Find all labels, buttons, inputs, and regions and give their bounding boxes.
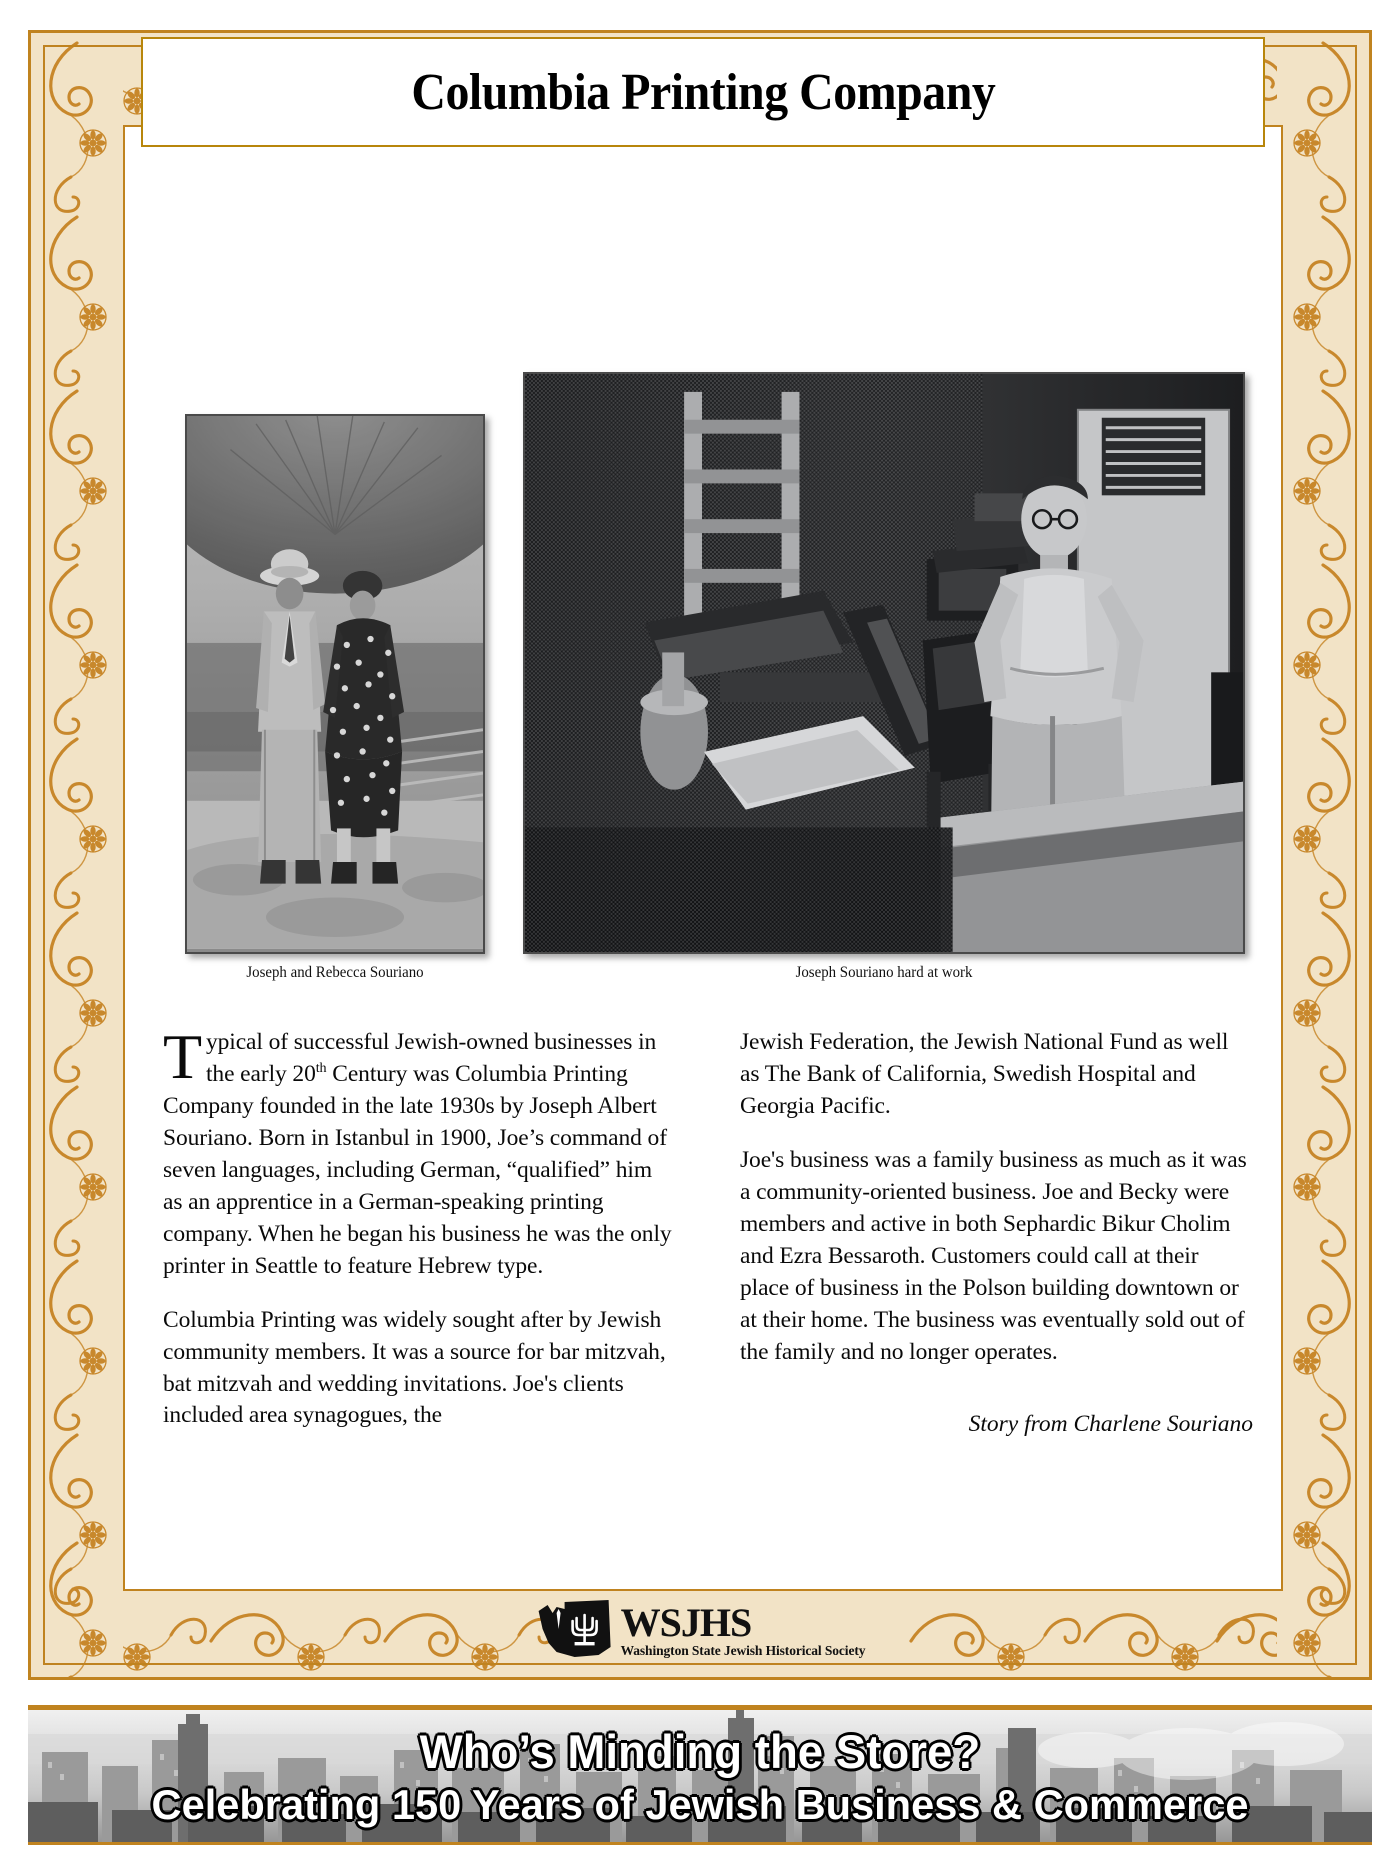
banner-headline: Who’s Minding the Store? bbox=[419, 1724, 981, 1778]
border-rule-left-outer bbox=[43, 45, 45, 1665]
paragraph-3: Jewish Federation, the Jewish National Fund as well as The Bank of California, Swedish Hospital and Georgia Pacific. bbox=[740, 1029, 1229, 1119]
exhibit-banner bbox=[28, 1705, 1372, 1845]
joseph-and-rebecca-photo bbox=[185, 414, 485, 954]
exhibit-poster bbox=[28, 30, 1372, 1680]
story-attribution: Story from Charlene Souriano bbox=[968, 1410, 1253, 1437]
banner-text-block bbox=[28, 1710, 1372, 1842]
joseph-at-work-photo bbox=[523, 372, 1245, 954]
article-body bbox=[163, 1021, 1253, 1438]
photo-caption-left: Joseph and Rebecca Souriano bbox=[246, 964, 424, 981]
photographs-row bbox=[163, 372, 1248, 997]
photo-caption-right: Joseph Souriano hard at work bbox=[795, 964, 973, 981]
washington-state-menorah-icon bbox=[535, 1599, 613, 1661]
wsjhs-logo bbox=[535, 1599, 866, 1661]
article-right-column bbox=[740, 1027, 1253, 1438]
banner-subheadline: Celebrating 150 Years of Jewish Business & Commerce bbox=[151, 1780, 1249, 1828]
page-title: Columbia Printing Company bbox=[411, 63, 995, 121]
logo-acronym: WSJHS bbox=[620, 1599, 752, 1645]
paragraph-4: Joe's business was a family business as much as it was a community-oriented business. Joe and Becky were members and active in both Sephardic Bikur Cholim and Ezra Bessaroth. Customers could call at their place of business in the Polson building downtown or at their home. The business was eventually sold out of the family and no longer operates. bbox=[740, 1146, 1247, 1365]
poster-title-box bbox=[141, 37, 1265, 147]
paragraph-1: Typical of successful Jewish-owned businesses in the early 20th Century was Columbia Printing Company founded in the late 1930s by Joseph Albert Souriano. Born in Istanbul in 1900, Joe’s command of seven languages, including German, “qualified” him as an apprentice in a German-speaking printing company. When he began his business he was the only printer in Seattle to feature Hebrew type. bbox=[163, 1021, 672, 1279]
article-left-column bbox=[163, 1021, 676, 1438]
border-rule-bottom-outer bbox=[43, 1663, 1357, 1665]
paragraph-2: Columbia Printing was widely sought after by Jewish community members. It was a source for bar mitzvah, bat mitzvah and wedding invitations. Joe's clients included area synagogues, the bbox=[163, 1306, 666, 1429]
wsjhs-logo-type bbox=[620, 1599, 866, 1658]
content-area bbox=[123, 125, 1283, 1591]
logo-full-name: Washington State Jewish Historical Society bbox=[620, 1642, 866, 1658]
border-rule-right-outer bbox=[1355, 45, 1357, 1665]
